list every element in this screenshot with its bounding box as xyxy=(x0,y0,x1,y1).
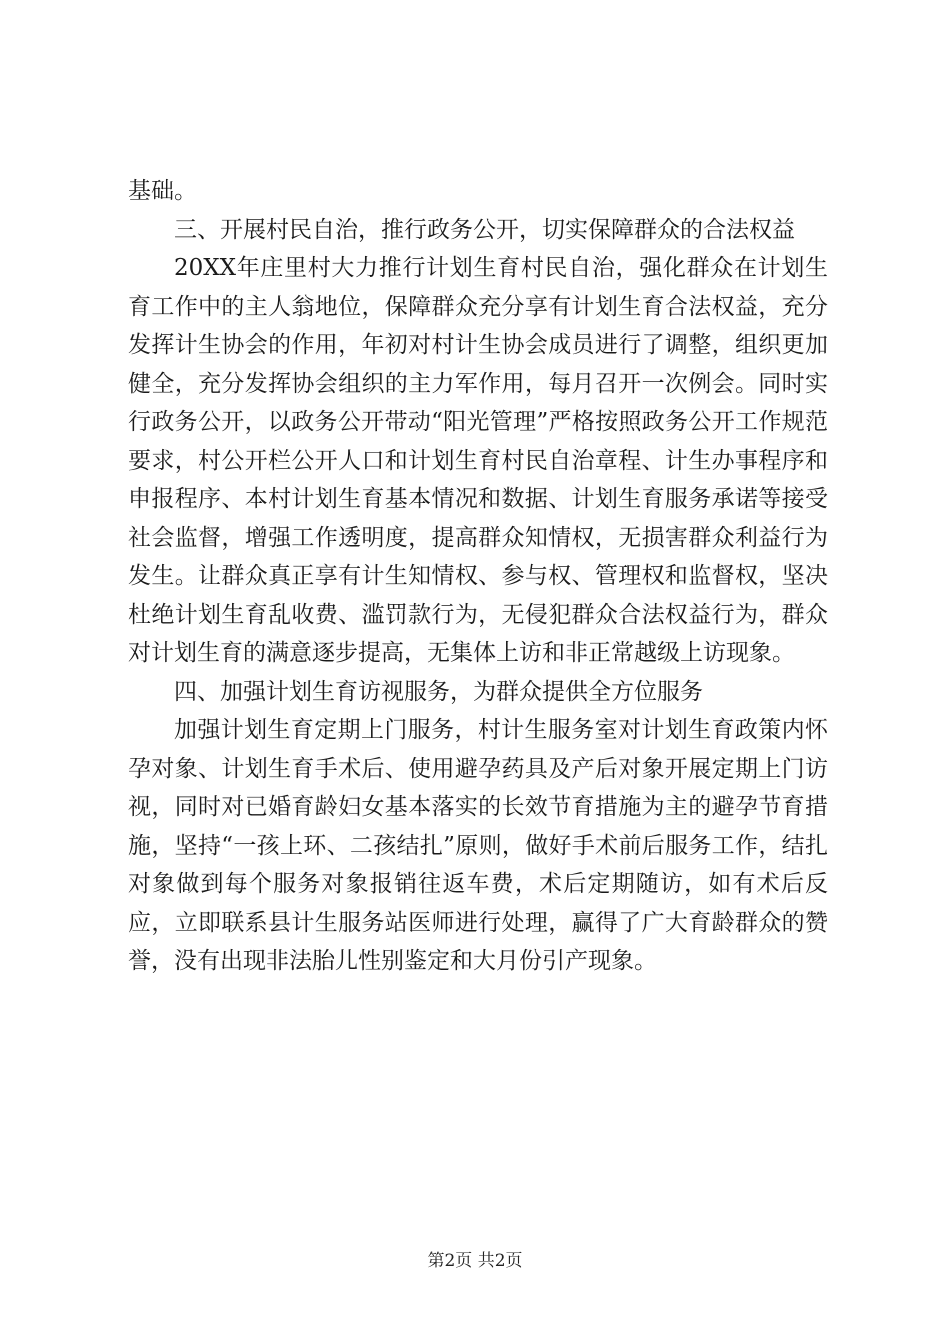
document-body xyxy=(128,172,828,981)
section-heading-4: 四、加强计划生育访视服务，为群众提供全方位服务 xyxy=(174,678,703,705)
paragraph-section-4-body: 加强计划生育定期上门服务，村计生服务室对计划生育政策内怀孕对象、计划生育手术后、使用避孕药具及产后对象开展定期上门访视，同时对已婚育龄妇女基本落实的长效节育措施为主的避孕节育措施，坚持“一孩上环、二孩结扎”原则，做好手术前后服务工作，结扎对象做到每个服务对象报销往返车费，术后定期随访，如有术后反应，立即联系县计生服务站医师进行处理，赢得了广大育龄群众的赞誉，没有出现非法胎儿性别鉴定和大月份引产现象。 xyxy=(128,717,828,974)
paragraph-section-3-body: 20XX年庄里村大力推行计划生育村民自治，强化群众在计划生育工作中的主人翁地位，保障群众充分享有计划生育合法权益，充分发挥计生协会的作用，年初对村计生协会成员进行了调整，组织更加健全，充分发挥协会组织的主力军作用，每月召开一次例会。同时实行政务公开，以政务公开带动“阳光管理”严格按照政务公开工作规范要求，村公开栏公开人口和计划生育村民自治章程、计生办事程序和申报程序、本村计划生育基本情况和数据、计划生育服务承诺等接受社会监督，增强工作透明度，提高群众知情权，无损害群众利益行为发生。让群众真正享有计生知情权、参与权、管理权和监督权，坚决杜绝计划生育乱收费、滥罚款行为，无侵犯群众合法权益行为，群众对计划生育的满意逐步提高，无集体上访和非正常越级上访现象。 xyxy=(128,255,828,666)
page-footer: 第2页 共2页 xyxy=(427,1251,523,1271)
section-heading-3: 三、开展村民自治，推行政务公开，切实保障群众的合法权益 xyxy=(174,216,795,243)
paragraph-continuation: 基础。 xyxy=(128,178,197,204)
